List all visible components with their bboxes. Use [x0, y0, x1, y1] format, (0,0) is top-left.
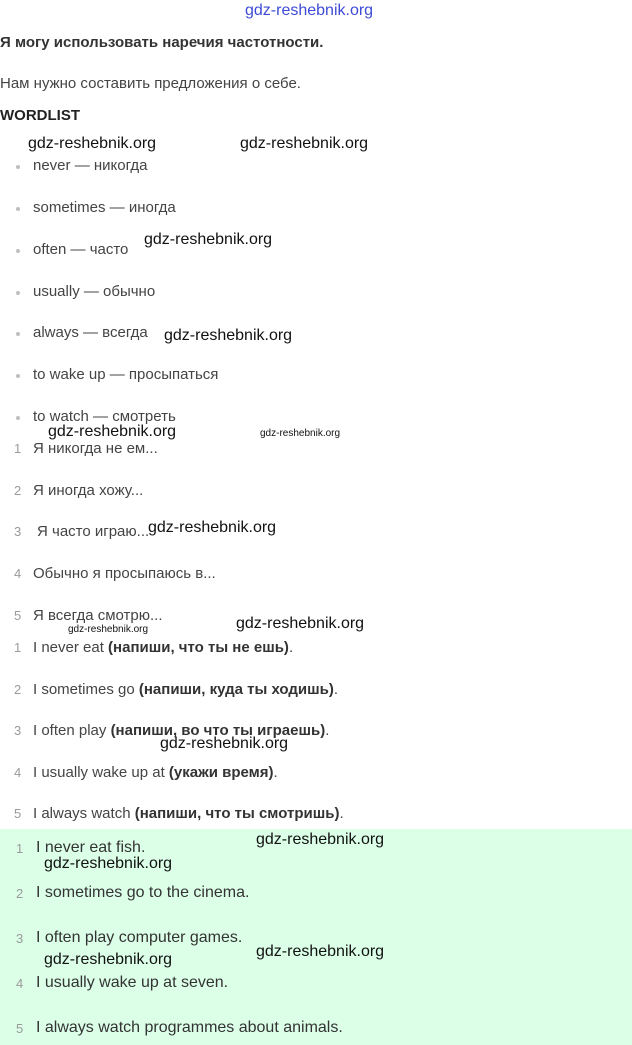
watermark: gdz-reshebnik.org	[48, 423, 177, 440]
watermark: gdz-reshebnik.org	[148, 519, 277, 536]
watermark: gdz-reshebnik.org	[236, 615, 365, 632]
watermark: gdz-reshebnik.org	[260, 428, 341, 439]
item-number: 2	[14, 682, 22, 697]
item-number: 3	[14, 723, 22, 738]
item-number: 2	[14, 483, 22, 498]
item-number: 1	[14, 441, 22, 456]
item-number: 4	[16, 976, 24, 991]
bullet-icon	[16, 374, 20, 378]
item-number: 4	[14, 566, 22, 581]
watermark: gdz-reshebnik.org	[68, 624, 149, 635]
watermark: gdz-reshebnik.org	[144, 231, 273, 248]
bullet-icon	[16, 165, 20, 169]
lesson-goal: Я могу использовать наречия частотности.	[0, 34, 324, 51]
prompt-hint: (напиши, что ты смотришь)	[134, 805, 340, 822]
watermark: gdz-reshebnik.org	[28, 135, 157, 152]
watermark: gdz-reshebnik.org	[160, 735, 289, 752]
item-number: 1	[14, 640, 22, 655]
watermark: gdz-reshebnik.org	[44, 951, 173, 968]
watermark: gdz-reshebnik.org	[164, 327, 293, 344]
item-number: 3	[14, 524, 22, 539]
site-watermark-top: gdz-reshebnik.org	[245, 2, 374, 19]
item-number: 5	[14, 806, 22, 821]
watermark: gdz-reshebnik.org	[256, 943, 385, 960]
answer-block: 1 I never eat fish. 2 I sometimes go to the cinema. 3 I often play computer games. 4 I usually wake up at seven. 5 I always watch programmes about animals.	[0, 829, 632, 1045]
wordlist-heading: WORDLIST	[0, 107, 80, 124]
bullet-icon	[16, 416, 20, 420]
bullet-icon	[16, 291, 20, 295]
item-number: 3	[16, 931, 24, 946]
item-number: 5	[16, 1021, 24, 1036]
watermark: gdz-reshebnik.org	[44, 855, 173, 872]
task-description: Нам нужно составить предложения о себе.	[0, 75, 301, 92]
watermark: gdz-reshebnik.org	[240, 135, 369, 152]
prompt-hint: (напиши, что ты не ешь)	[108, 639, 289, 656]
bullet-icon	[16, 332, 20, 336]
item-number: 1	[16, 841, 24, 856]
prompt-hint: (укажи время)	[168, 764, 274, 781]
prompt-hint: (напиши, куда ты ходишь)	[138, 681, 334, 698]
bullet-icon	[16, 249, 20, 253]
watermark: gdz-reshebnik.org	[256, 831, 385, 848]
prompt-hint: (напиши, во что ты играешь)	[110, 722, 326, 739]
item-number: 2	[16, 886, 24, 901]
item-number: 4	[14, 765, 22, 780]
bullet-icon	[16, 207, 20, 211]
item-number: 5	[14, 608, 22, 623]
